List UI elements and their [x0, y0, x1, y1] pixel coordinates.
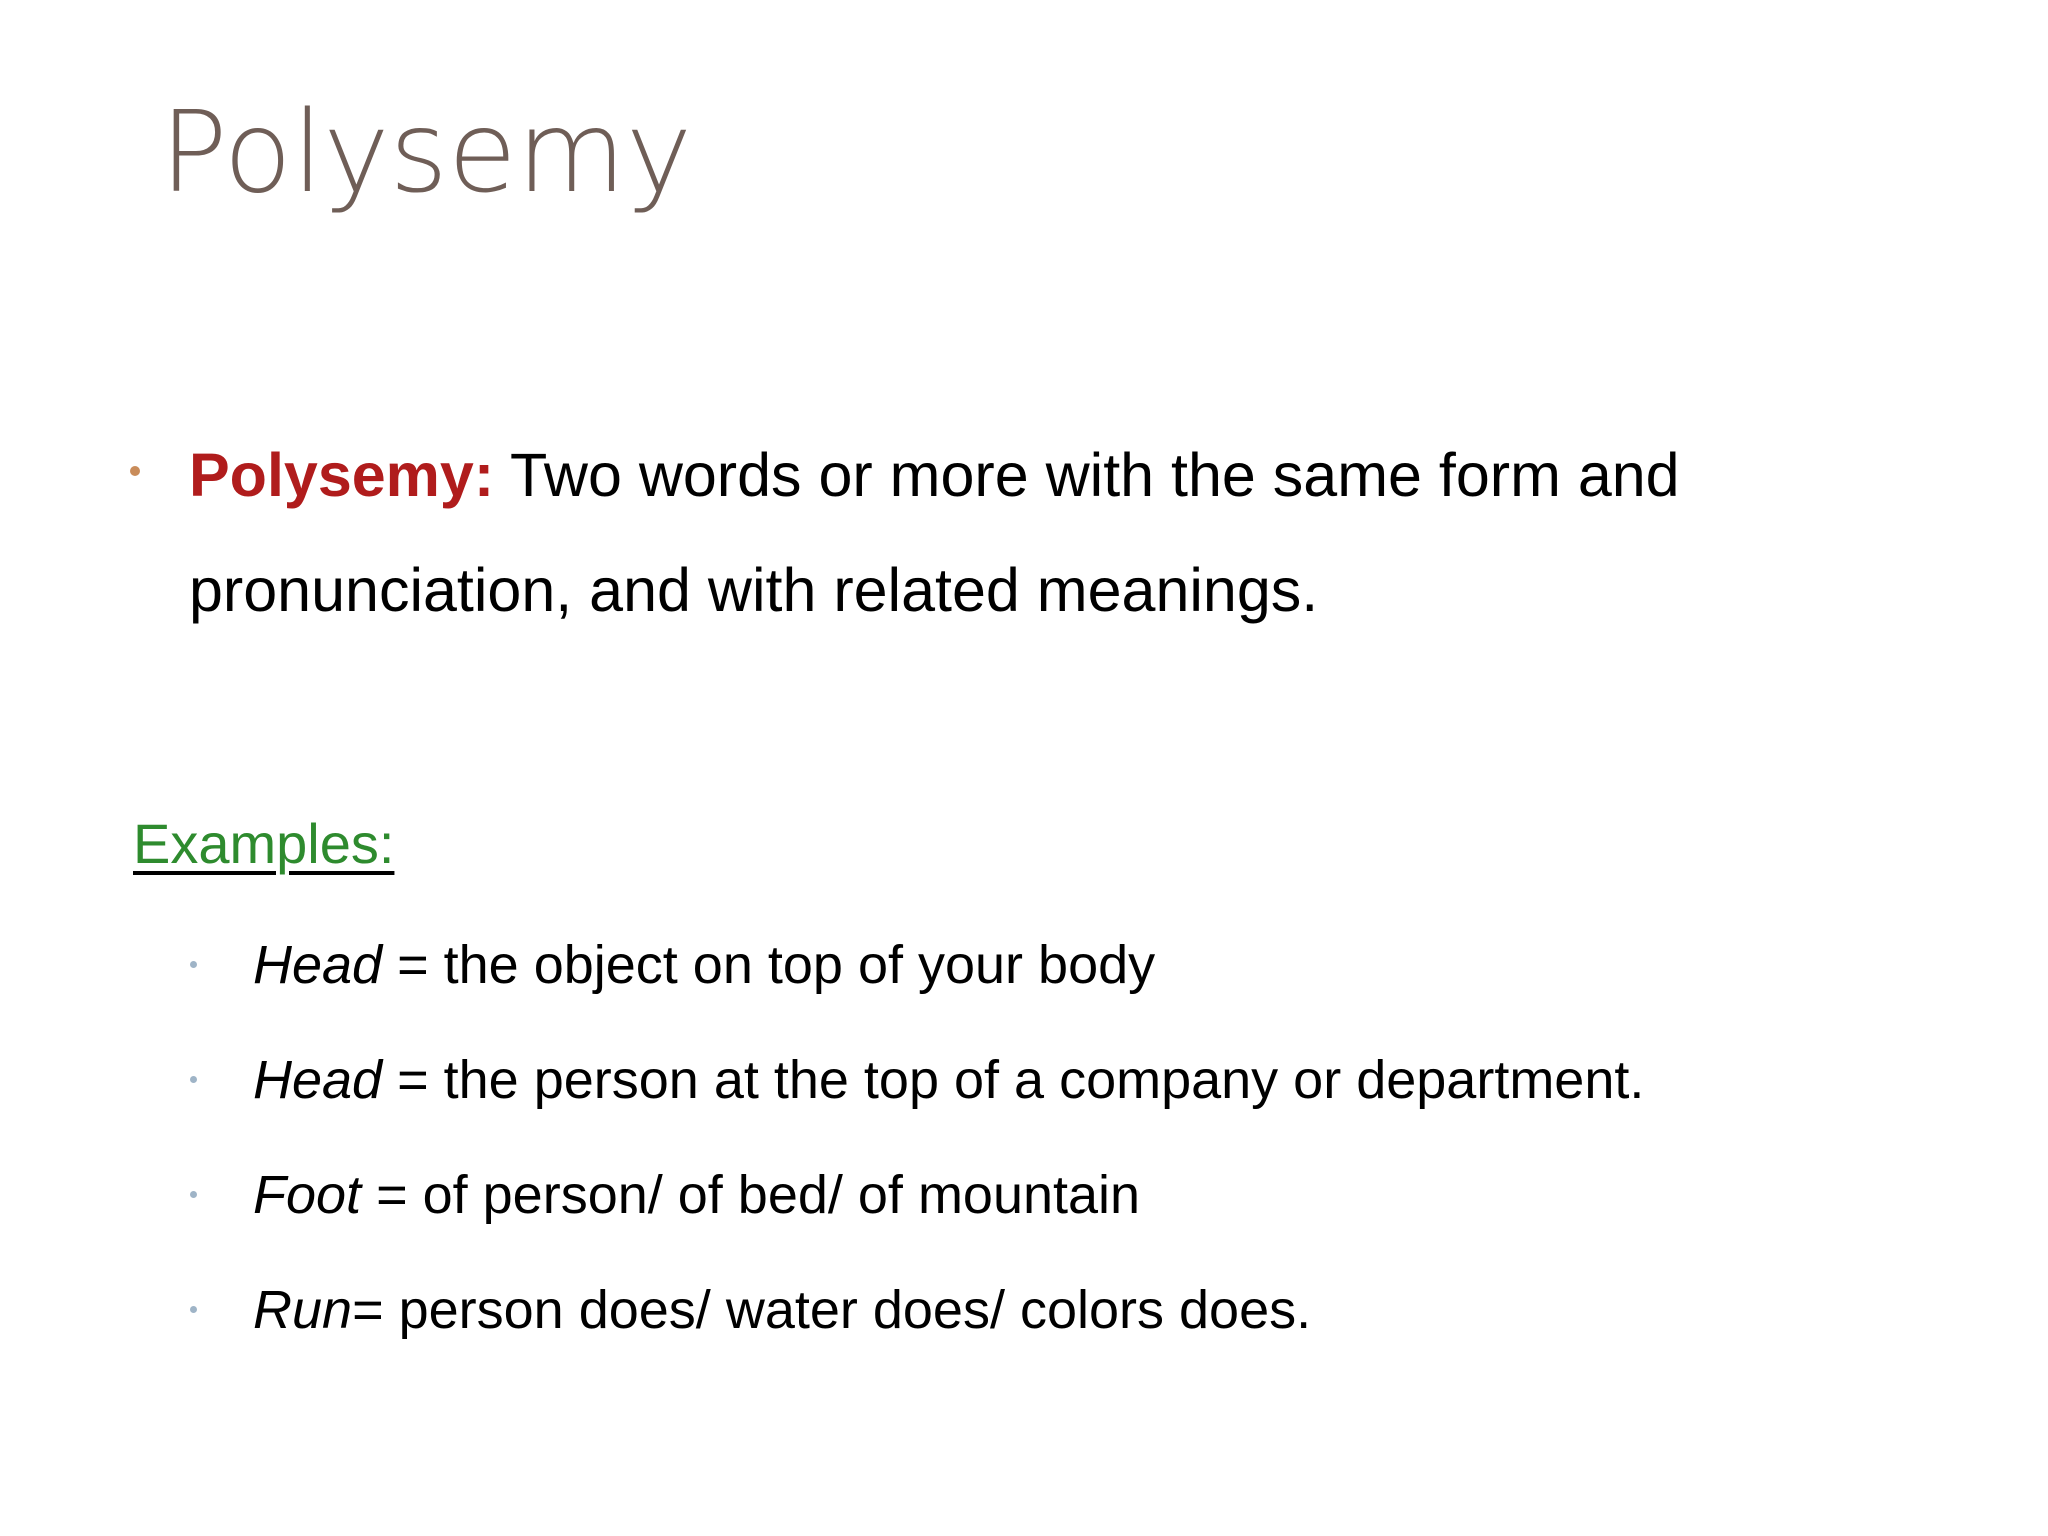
example-word: Head: [253, 1050, 383, 1110]
example-text: [253, 920, 1155, 1010]
example-text: [253, 1035, 1644, 1125]
example-item: [190, 1265, 1990, 1380]
examples-heading: Examples:: [133, 812, 395, 875]
example-meaning: = the person at the top of a company or department.: [382, 1050, 1645, 1110]
example-meaning: = person does/ water does/ colors does.: [352, 1280, 1312, 1340]
example-item: [190, 920, 1990, 1035]
example-word: Foot: [253, 1165, 362, 1225]
example-item: [190, 1035, 1990, 1150]
examples-list: [190, 920, 1990, 1380]
definition-text: [189, 418, 1920, 648]
example-word: Run: [253, 1280, 353, 1340]
example-meaning: = of person/ of bed/ of mountain: [361, 1165, 1141, 1225]
example-item: [190, 1150, 1990, 1265]
definition-term: Polysemy:: [189, 441, 495, 509]
bullet-dot-icon: [130, 466, 140, 476]
bullet-dot-icon: [190, 1191, 197, 1198]
example-meaning: = the object on top of your body: [382, 935, 1156, 995]
slide-title: Polysemy: [160, 88, 693, 218]
example-text: [253, 1150, 1140, 1240]
bullet-dot-icon: [190, 961, 197, 968]
bullet-dot-icon: [190, 1076, 197, 1083]
definition-bullet-item: [130, 418, 1920, 648]
definition-body: Two words or more with the same form and pronunciation, and with related meanings.: [189, 441, 1680, 624]
example-text: [253, 1265, 1311, 1355]
bullet-dot-icon: [190, 1306, 197, 1313]
example-word: Head: [253, 935, 383, 995]
